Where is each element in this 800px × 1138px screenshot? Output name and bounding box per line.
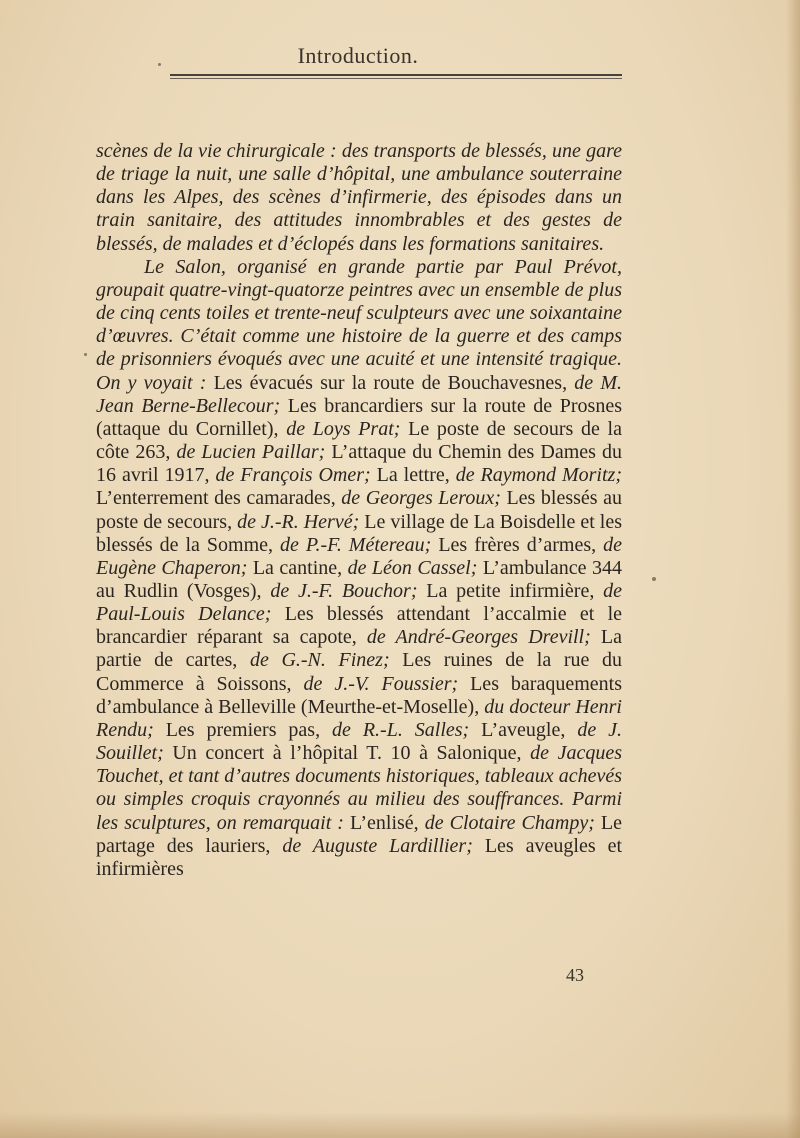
header-rule	[170, 74, 622, 76]
header-rule-thin	[170, 78, 622, 79]
italic-text-run: de Clotaire Champy;	[424, 811, 601, 834]
roman-text-run: La petite infirmière,	[426, 579, 604, 602]
roman-text-run: Le village de La Boisdelle et les blessés de la Somme,	[96, 510, 622, 556]
italic-text-run: de Auguste Lardillier;	[282, 834, 485, 857]
roman-text-run: Les premiers pas,	[165, 718, 333, 741]
roman-text-run: L’aveugle,	[481, 718, 578, 741]
italic-text-run: de Paul-Louis Delance;	[96, 579, 623, 626]
roman-text-run: Les aveugles et infirmières	[96, 834, 622, 880]
italic-text-run: de Léon Cassel;	[347, 556, 483, 579]
italic-text-run: de Eugène Chaperon;	[96, 533, 622, 579]
body-text	[96, 140, 622, 881]
italic-text-run: de Lucien Paillar;	[176, 441, 332, 464]
italic-text-run: scènes de la vie chirurgicale : des transports de blessés, une gare de triage la nuit, une salle d’hôpital, une ambulance souterraine dans les Alpes, des scènes d’infirmerie, des épisodes dans un train sanitaire, des attitudes innombrables et des gestes de blessés, de malades et d’éclopés dans les formations sanitaires.	[96, 140, 622, 255]
italic-text-run: de Jacques Touchet, et tant d’autres documents historiques, tableaux achevés ou simples croquis crayonnés au milieu des souffrances. Parmi les sculptures, on remarquait :	[96, 742, 623, 834]
italic-text-run: de G.-N. Finez;	[249, 649, 403, 672]
roman-text-run: L’ambulance 344 au Rudlin (Vosges),	[96, 556, 622, 602]
roman-text-run: Les blessés au poste de secours,	[96, 487, 622, 533]
roman-text-run: Un concert à l’hôpital T. 10 à Salonique,	[172, 742, 531, 765]
ink-speck	[652, 577, 656, 581]
italic-text-run: de J.-F. Bouchor;	[270, 579, 427, 602]
roman-text-run: Les baraquements d’ambulance à Belleville (Meurthe-et-Moselle),	[96, 672, 622, 718]
roman-text-run: L’enlisé,	[349, 811, 425, 834]
italic-text-run: Le Salon, organisé en grande partie par Paul Prévot, groupait quatre-vingt-quatorze peintres avec un ensemble de plus de cinq cents toiles et trente-neuf sculpteurs avec une soixantaine d’œuvres. C’était comme une histoire de la guerre et des camps de prisonniers évoqués avec une acuité et une intensité tragique. On y voyait :	[96, 255, 622, 394]
paragraph-1	[96, 140, 622, 256]
italic-text-run: de Georges Leroux;	[341, 487, 507, 510]
roman-text-run: Les évacués sur la route de Bouchavesnes,	[213, 371, 575, 394]
roman-text-run: Les blessés attendant l’accalmie et le brancardier réparant sa capote,	[96, 603, 623, 649]
roman-text-run: L’enterrement des camarades,	[96, 487, 342, 510]
italic-text-run: de J. Souillet;	[96, 718, 623, 765]
running-head-title: Introduction.	[297, 43, 419, 68]
page-edge-shadow-right	[786, 0, 800, 1138]
italic-text-run: de Loys Prat;	[286, 417, 409, 440]
roman-text-run: La lettre,	[376, 464, 456, 487]
paragraph-2	[96, 256, 622, 881]
italic-text-run: de R.-L. Salles;	[332, 718, 482, 741]
roman-text-run: Les ruines de la rue du Commerce à Soissons,	[96, 649, 622, 695]
roman-text-run: Le partage des lauriers,	[96, 811, 622, 857]
page-edge-shadow-bottom	[0, 1112, 800, 1138]
italic-text-run: de M. Jean Berne-Bellecour;	[96, 371, 622, 417]
italic-text-run: de Raymond Moritz;	[455, 464, 622, 487]
roman-text-run: L’attaque du Chemin des Dames du 16 avril 1917,	[96, 441, 623, 487]
italic-text-run: de J.-V. Foussier;	[303, 672, 471, 695]
page-number: 43	[566, 965, 584, 985]
italic-text-run: de André-Georges Drevill;	[366, 626, 601, 649]
italic-text-run: de J.-R. Hervé;	[237, 510, 365, 533]
italic-text-run: de P.-F. Métereau;	[280, 533, 439, 556]
italic-text-run: du docteur Henri Rendu;	[96, 695, 622, 741]
roman-text-run: La partie de cartes,	[96, 626, 622, 672]
roman-text-run: La cantine,	[252, 556, 348, 579]
roman-text-run: Les brancardiers sur la route de Prosnes (attaque du Cornillet),	[96, 394, 622, 440]
roman-text-run: Les frères d’armes,	[438, 533, 604, 556]
italic-text-run: de François Omer;	[215, 464, 377, 487]
roman-text-run: Le poste de secours de la côte 263,	[96, 417, 622, 464]
ink-speck	[84, 353, 87, 356]
